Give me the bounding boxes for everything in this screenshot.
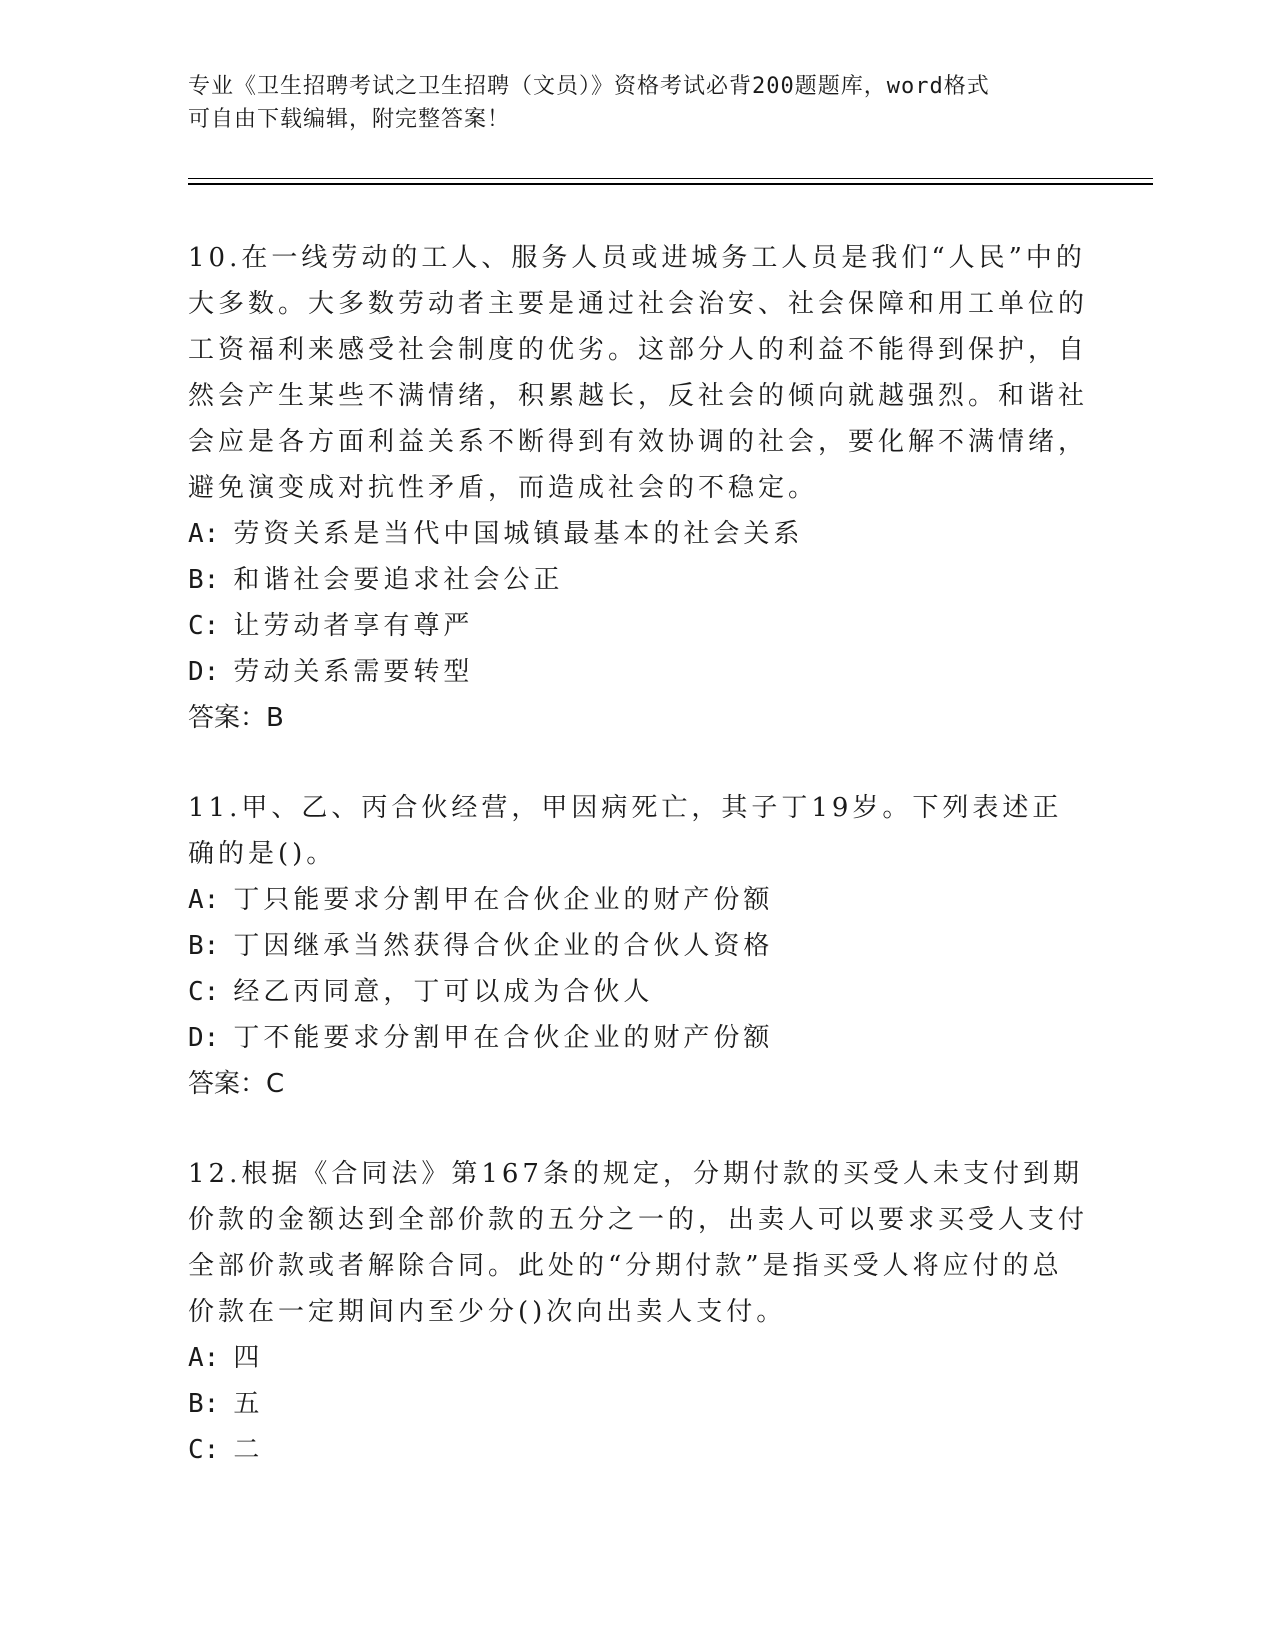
question-stem: 12.根据《合同法》第167条的规定，分期付款的买受人未支付到期价款的金额达到全部价款的五分之一的，出卖人可以要求买受人支付全部价款或者解除合同。此处的“分期付款”是指买受人将应付的总价款在一定期间内至少分()次向出卖人支付。	[188, 1159, 1089, 1327]
option-key: A:	[188, 1343, 220, 1373]
option-key: C:	[188, 1435, 220, 1465]
option-text: 和谐社会要追求社会公正	[233, 565, 564, 595]
question-stem: 10.在一线劳动的工人、服务人员或进城务工人员是我们“人民”中的大多数。大多数劳动者主要是通过社会治安、社会保障和用工单位的工资福利来感受社会制度的优劣。这部分人的利益不能得到保护，自然会产生某些不满情绪，积累越长，反社会的倾向就越强烈。和谐社会应是各方面利益关系不断得到有效协调的社会，要化解不满情绪，避免演变成对抗性矛盾，而造成社会的不稳定。	[188, 243, 1089, 503]
question-list	[188, 235, 1088, 1517]
document-header	[188, 70, 1068, 136]
option-text: 丁只能要求分割甲在合伙企业的财产份额	[233, 885, 774, 915]
option-a	[188, 511, 1088, 557]
option-text: 四	[233, 1343, 264, 1373]
header-divider-thin	[188, 178, 1153, 179]
option-text: 丁不能要求分割甲在合伙企业的财产份额	[233, 1023, 774, 1053]
option-c	[188, 969, 1088, 1015]
option-text: 劳资关系是当代中国城镇最基本的社会关系	[233, 519, 804, 549]
option-key: C:	[188, 611, 220, 641]
question-stem: 11.甲、乙、丙合伙经营，甲因病死亡，其子丁19岁。下列表述正确的是()。	[188, 793, 1063, 869]
option-text: 丁因继承当然获得合伙企业的合伙人资格	[233, 931, 774, 961]
option-key: D:	[188, 1023, 220, 1053]
option-key: C:	[188, 977, 220, 1007]
option-key: A:	[188, 519, 220, 549]
option-key: A:	[188, 885, 220, 915]
option-text: 二	[233, 1435, 264, 1465]
option-d	[188, 649, 1088, 695]
option-c	[188, 1427, 1088, 1473]
option-b	[188, 557, 1088, 603]
option-c	[188, 603, 1088, 649]
question-10	[188, 235, 1088, 741]
option-a	[188, 877, 1088, 923]
option-key: D:	[188, 657, 220, 687]
option-text: 五	[233, 1389, 264, 1419]
header-line-2: 可自由下载编辑，附完整答案！	[188, 107, 511, 132]
option-a	[188, 1335, 1088, 1381]
option-text: 经乙丙同意，丁可以成为合伙人	[233, 977, 654, 1007]
option-b	[188, 1381, 1088, 1427]
option-b	[188, 923, 1088, 969]
question-11	[188, 785, 1088, 1107]
option-key: B:	[188, 1389, 220, 1419]
answer-label: 答案：B	[188, 703, 284, 733]
question-12	[188, 1151, 1088, 1473]
option-key: B:	[188, 565, 220, 595]
option-text: 劳动关系需要转型	[233, 657, 474, 687]
header-divider-thick	[188, 183, 1153, 185]
option-text: 让劳动者享有尊严	[233, 611, 474, 641]
header-line-1: 专业《卫生招聘考试之卫生招聘（文员）》资格考试必背200题题库，word格式	[188, 74, 990, 99]
answer-label: 答案：C	[188, 1069, 285, 1099]
option-d	[188, 1015, 1088, 1061]
option-key: B:	[188, 931, 220, 961]
